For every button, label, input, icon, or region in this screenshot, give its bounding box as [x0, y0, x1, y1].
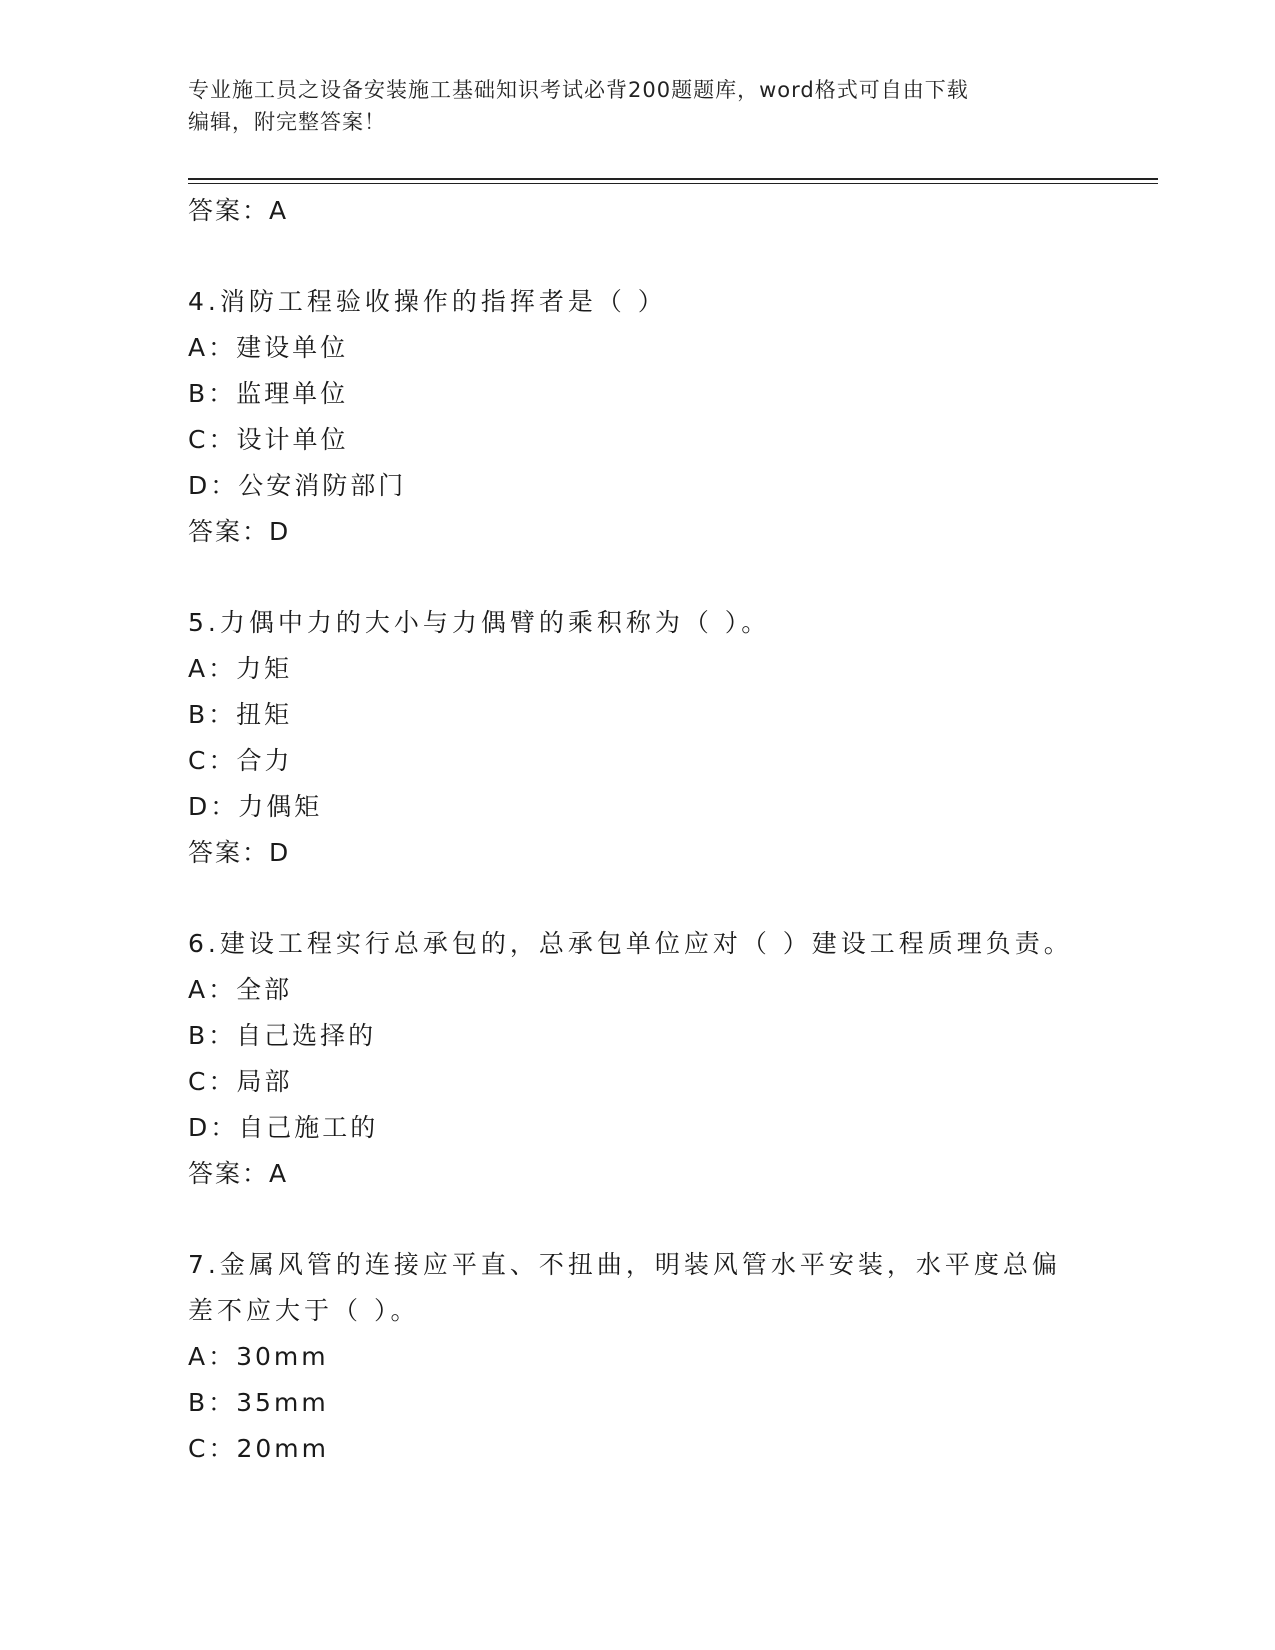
- answer-value: A: [269, 196, 289, 225]
- question-text: 5.力偶中力的大小与力偶臂的乘积称为（ ）。: [188, 608, 771, 637]
- question-list: [188, 188, 1158, 1472]
- option-b: B：自己选择的: [188, 1021, 377, 1050]
- question-block: [188, 279, 1158, 555]
- document-header: [188, 74, 1068, 138]
- option-c: C：20mm: [188, 1434, 329, 1463]
- answer-label: 答案：: [188, 838, 270, 867]
- answer-label: 答案：: [188, 1159, 270, 1188]
- option-b: B：监理单位: [188, 379, 349, 408]
- option-a: A：全部: [188, 975, 293, 1004]
- header-title-line-1: 专业施工员之设备安装施工基础知识考试必背200题题库，word格式可自由下载: [188, 78, 969, 102]
- option-a: A：30mm: [188, 1342, 329, 1371]
- answer-value: D: [269, 838, 291, 867]
- answer-line: [188, 830, 1158, 876]
- option-d: D：自己施工的: [188, 1113, 379, 1142]
- answer-line: [188, 509, 1158, 555]
- answer-label: 答案：: [188, 196, 270, 225]
- option-a: A：力矩: [188, 654, 293, 683]
- answer-line: [188, 1151, 1158, 1197]
- option-c: C：合力: [188, 746, 293, 775]
- header-title-line-2: 编辑，附完整答案！: [188, 110, 386, 134]
- option-a: A：建设单位: [188, 333, 349, 362]
- header-divider-thick: [188, 178, 1158, 180]
- answer-line: [188, 188, 1158, 234]
- answer-value: D: [269, 517, 291, 546]
- question-block: [188, 600, 1158, 876]
- question-text-line-2: 差不应大于（ ）。: [188, 1296, 420, 1325]
- question-text: 4.消防工程验收操作的指挥者是（ ）: [188, 287, 667, 316]
- option-b: B：35mm: [188, 1388, 329, 1417]
- answer-label: 答案：: [188, 517, 270, 546]
- option-d: D：公安消防部门: [188, 471, 407, 500]
- header-divider-thin: [188, 183, 1158, 184]
- option-d: D：力偶矩: [188, 792, 323, 821]
- question-text-line-1: 7.金属风管的连接应平直、不扭曲，明装风管水平安装，水平度总偏: [188, 1250, 1061, 1279]
- question-text: 6.建设工程实行总承包的，总承包单位应对（ ）建设工程质理负责。: [188, 929, 1073, 958]
- question-block: [188, 921, 1158, 1197]
- option-b: B：扭矩: [188, 700, 293, 729]
- option-c: C：局部: [188, 1067, 293, 1096]
- answer-value: A: [269, 1159, 289, 1188]
- question-block: [188, 1242, 1158, 1472]
- option-c: C：设计单位: [188, 425, 349, 454]
